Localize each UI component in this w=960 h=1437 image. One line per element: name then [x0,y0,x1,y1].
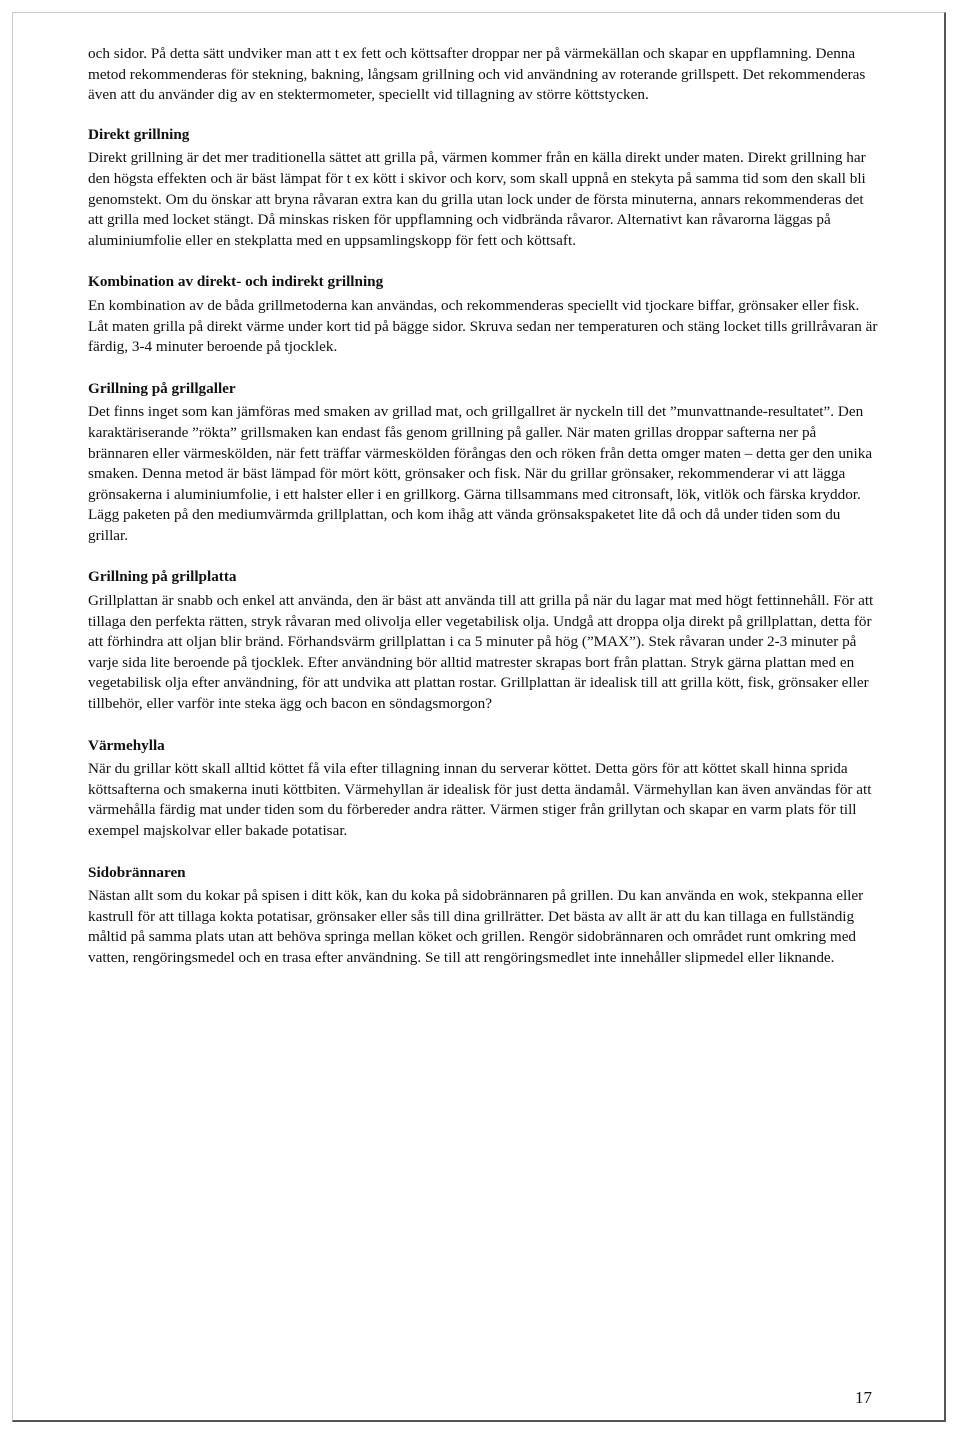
heading-kombination: Kombination av direkt- och indirekt grillning [88,273,384,291]
heading-direkt-grillning: Direkt grillning [88,125,190,143]
intro-paragraph: och sidor. På detta sätt undviker man att t ex fett och köttsafter droppar ner på värmekällan och skapar en uppflamning. Denna metod rekommenderas för stekning, bakning, långsam grillning och vid användning av roterande grillspett. Det rekommenderas även att du använder dig av en stektermometer, speciellt vid tillagning av större köttstycken. [88,45,866,104]
paragraph-grillgaller: Det finns inget som kan jämföras med smaken av grillad mat, och grillgallret är nyckeln till det ”munvattnande-resultatet”. Den karaktäriserande ”rökta” grillsmaken kan endast fås genom grillning på galler. När maten grillas droppar safterna ner på brännaren eller värmeskölden, när fett träffar värmeskölden förångas den och röken från detta omger maten – detta ger den unika smaken. Denna metod är bäst lämpad för mört kött, grönsaker och fisk. När du grillar grönsaker, rekommenderar vi att lägga grönsakerna i aluminiumfolie, i ett halster eller i en grillkorg. Gärna tillsammans med citronsaft, lök, vitlök och färska kryddor. Lägg paketen på den mediumvärmda grillplattan, och kom ihåg att vända grönsakspaketet lite då och då under tiden som du grillar. [88,403,873,544]
paragraph-kombination: En kombination av de båda grillmetoderna kan användas, och rekommenderas speciellt vid tjockare biffar, grönsaker eller fisk. Låt maten grilla på direkt värme under kort tid på bägge sidor. Skruva sedan ner temperaturen och stäng locket tills grillråvaran är färdig, 3-4 minuter beroende på tjocklek. [88,296,878,356]
page-number: 17 [855,1388,872,1407]
heading-varmehylla: Värmehylla [88,736,165,754]
paragraph-grillplatta: Grillplattan är snabb och enkel att använda, den är bäst att använda till att grilla på när du lagar mat med högt fettinnehåll. För att tillaga den perfekta rätten, stryk råvaran med olivolja eller vegetabilisk olja. Undgå att droppa olja direkt på grillplattan, detta för att förhindra att oljan blir bränd. Förhandsvärm grillplattan i ca 5 minuter på hög (”MAX”). Stek råvaran under 2-3 minuter på varje sida lite beroende på tjocklek. Efter användning bör alltid matrester skrapas bort från plattan. Stryk gärna plattan med en vegetabilisk olja efter användning, för att undvika att plattan rostar. Grillplattan är idealisk till att grilla kött, fisk, grönsaker eller tillbehör, eller varför inte steka ägg och bacon en söndagsmorgon? [88,592,874,713]
document-body [88,44,878,969]
paragraph-varmehylla: När du grillar kött skall alltid köttet få vila efter tillagning innan du serverar köttet. Detta görs för att köttet skall hinna sprida köttsafterna och smakerna inuti köttbiten. Värmehyllan är idealisk för just detta ändamål. Värmehyllan kan även användas för att värmehålla färdig mat under tiden som du förbereder andra rätter. Värmen stiger från grillytan och skapar en varm plats för till exempel majskolvar eller bakade potatisar. [88,760,872,839]
heading-grillgaller: Grillning på grillgaller [88,379,236,397]
paragraph-sidobrannaren: Nästan allt som du kokar på spisen i ditt kök, kan du koka på sidobrännaren på grillen. Du kan använda en wok, stekpanna eller kastrull för att tillaga kokta potatisar, grönsaker eller sås till dina grillrätter. Det bästa av allt är att du kan tillaga en fullständig måltid på samma plats utan att behöva springa mellan köket och grillen. Rengör sidobrännaren och området runt omkring med vatten, rengöringsmedel och en trasa efter användning. Se till att rengöringsmedlet inte innehåller slipmedel eller liknande. [88,887,864,966]
heading-grillplatta: Grillning på grillplatta [88,568,237,586]
paragraph-direkt-grillning: Direkt grillning är det mer traditionella sättet att grilla på, värmen kommer från en källa direkt under maten. Direkt grillning har den högsta effekten och är bäst lämpat för t ex kött i skivor och korv, som skall uppnå en stekyta på samma tid som den skall bli genomstekt. Om du önskar att bryna råvaran extra kan du grilla utan lock under de första minuterna, annars rekommenderas det att grilla med locket stängt. Då minskas risken för uppflamning och vidbrända råvaror. Alternativt kan råvarorna läggas på aluminiumfolie eller en stekplatta med en uppsamlingskopp för fett och köttsaft. [88,149,866,249]
heading-sidobrannaren: Sidobrännaren [88,863,186,881]
